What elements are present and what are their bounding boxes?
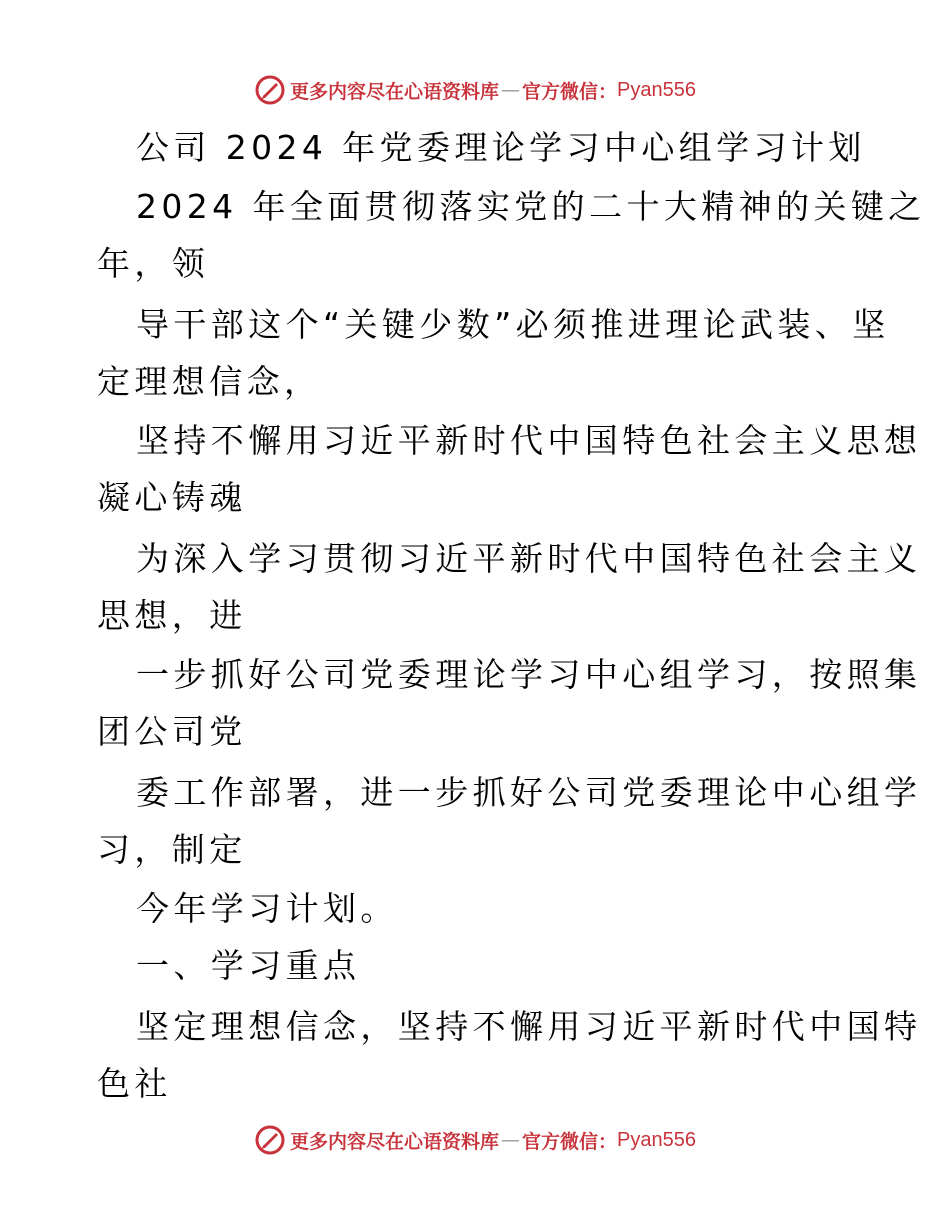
text-line: 习，制定 bbox=[97, 830, 247, 869]
text-line: 定理想信念， bbox=[97, 362, 322, 401]
text-line: 坚持不懈用习近平新时代中国特色社会主义思想 bbox=[136, 421, 922, 460]
text-line: 凝心铸魂 bbox=[97, 478, 247, 517]
text-line: 2024 年全面贯彻落实党的二十大精神的关键之 bbox=[136, 187, 926, 226]
banner-text: 更多内容尽在心语资料库 bbox=[290, 80, 500, 103]
banner-separator: — bbox=[501, 79, 521, 101]
text-line: 今年学习计划。 bbox=[136, 889, 398, 928]
text-line: 导干部这个“关键少数”必须推进理论武装、坚 bbox=[136, 305, 890, 344]
text-line: 一步抓好公司党委理论学习中心组学习，按照集 bbox=[136, 655, 922, 694]
banner-wechat-id: Pyan556 bbox=[617, 78, 696, 101]
banner-text: 更多内容尽在心语资料库 bbox=[290, 1130, 500, 1153]
text-line: 委工作部署，进一步抓好公司党委理论中心组学 bbox=[136, 773, 922, 812]
text-line: 为深入学习贯彻习近平新时代中国特色社会主义 bbox=[136, 539, 922, 578]
text-line: 年，领 bbox=[97, 244, 210, 283]
footer-banner bbox=[0, 1120, 950, 1160]
text-line: 团公司党 bbox=[97, 712, 247, 751]
quill-logo-icon bbox=[254, 1124, 286, 1156]
section-heading: 一、学习重点 bbox=[136, 946, 361, 985]
text-line: 坚定理想信念，坚持不懈用习近平新时代中国特 bbox=[136, 1007, 922, 1046]
text-line: 思想，进 bbox=[97, 596, 247, 635]
document-title: 公司 2024 年党委理论学习中心组学习计划 bbox=[136, 128, 866, 167]
banner-wechat-id: Pyan556 bbox=[617, 1128, 696, 1151]
banner-wechat-label: 官方微信： bbox=[522, 80, 618, 103]
banner-separator: — bbox=[501, 1129, 521, 1151]
banner-wechat-label: 官方微信： bbox=[522, 1130, 618, 1153]
text-line: 色社 bbox=[97, 1064, 172, 1103]
